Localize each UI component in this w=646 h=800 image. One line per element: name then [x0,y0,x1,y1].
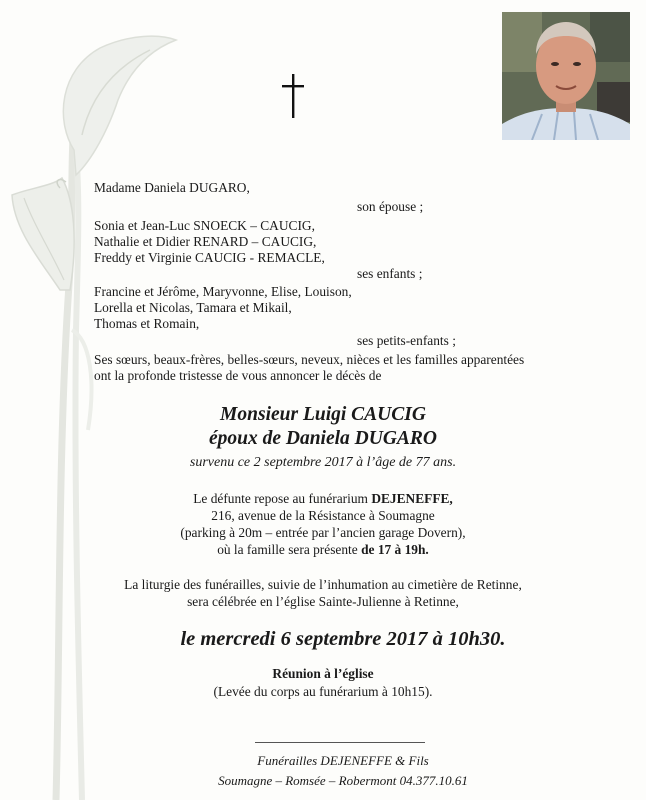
visitation-hours-line [0,542,646,558]
footer-address: Soumagne – Romsée – Robermont 04.377.10.61 [218,773,468,788]
visitation-text: Le défunte repose au funérarium [193,491,372,506]
child-line: Freddy et Virginie CAUCIG - REMACLE, [94,250,325,265]
departure-note: (Levée du corps au funérarium à 10h15). [213,684,433,699]
cross-icon [282,74,304,118]
visitation-address: 216, avenue de la Résistance à Soumagne [211,508,435,523]
widow-name: Madame Daniela DUGARO, [94,180,250,195]
liturgy-line: La liturgie des funérailles, suivie de l’inhumation au cimetière de Retinne, [124,577,522,592]
widow-role: son épouse ; [357,199,424,214]
death-statement: survenu ce 2 septembre 2017 à l’âge de 77 ans. [189,455,457,470]
child-line: Sonia et Jean-Luc SNOECK – CAUCIG, [94,218,315,233]
child-line: Nathalie et Didier RENARD – CAUCIG, [94,234,317,249]
portrait-photo [502,12,630,140]
parking-note: (parking à 20m – entrée par l’ancien garage Dovern), [180,525,466,540]
announcement-line: ont la profonde tristesse de vous annoncer le décès de [94,368,382,383]
grandchild-line: Thomas et Romain, [94,316,200,331]
visitation-line-1 [0,491,646,507]
grandchild-line: Francine et Jérôme, Maryvonne, Elise, Louison, [94,284,352,299]
visitation-hours-text: où la famille sera présente [217,542,362,557]
family-line: Ses sœurs, beaux-frères, belles-sœurs, neveux, nièces et les familles apparentées [94,352,525,367]
funeral-home-name: DEJENEFFE, [371,491,453,506]
children-role: ses enfants ; [357,266,423,281]
grandchildren-role: ses petits-enfants ; [357,333,456,348]
meeting-note: Réunion à l’église [272,666,374,681]
deceased-name: Monsieur Luigi CAUCIG [220,404,426,425]
footer-divider [255,742,425,743]
service-date: le mercredi 6 septembre 2017 à 10h30. [180,628,506,650]
church-line: sera célébrée en l’église Sainte-Julienne à Retinne, [187,594,459,609]
footer-company: Funérailles DEJENEFFE & Fils [257,753,429,768]
deceased-spouse: époux de Daniela DUGARO [208,428,438,449]
visitation-hours: de 17 à 19h. [361,542,429,557]
grandchild-line: Lorella et Nicolas, Tamara et Mikail, [94,300,292,315]
